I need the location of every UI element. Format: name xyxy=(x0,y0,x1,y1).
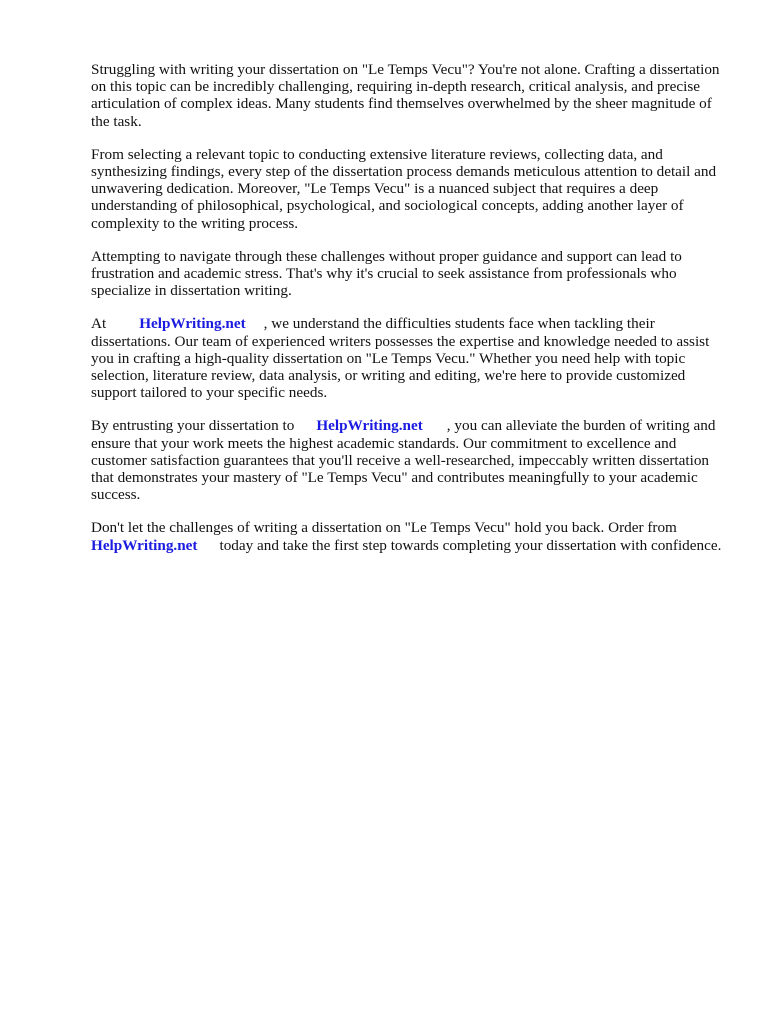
paragraph-challenges: Attempting to navigate through these challenges without proper guidance and support can lead to frustration and academic stress. That's why it's crucial to seek assistance from professionals who specialize in dissertation writing. xyxy=(91,247,682,300)
paragraph-about-prefix: At xyxy=(91,315,107,333)
document-body xyxy=(91,61,731,570)
paragraph-about xyxy=(91,315,731,401)
paragraph-entrust xyxy=(91,417,731,503)
paragraph-order xyxy=(91,519,731,553)
paragraph-entrust-suffix: , you can alleviate the burden of writing and ensure that your work meets the highest academic standards. Our commitment to excellence and customer satisfaction guarantees that you'll receive a well-researched, impeccably written dissertation that demonstrates your mastery of "Le Temps Vecu" and contributes meaningfully to your academic success. xyxy=(91,417,716,504)
helpwriting-link-about[interactable]: HelpWriting.net xyxy=(139,315,246,333)
paragraph-order-prefix: Don't let the challenges of writing a dissertation on "Le Temps Vecu" hold you back. Order from xyxy=(91,519,677,537)
paragraph-process: From selecting a relevant topic to conducting extensive literature reviews, collecting data, and synthesizing findings, every step of the dissertation process demands meticulous attention to detail and unwavering dedication. Moreover, "Le Temps Vecu" is a nuanced subject that requires a deep understanding of philosophical, psychological, and sociological concepts, adding another layer of complexity to the writing process. xyxy=(91,145,717,232)
helpwriting-link-entrust[interactable]: HelpWriting.net xyxy=(316,417,423,435)
paragraph-about-suffix: , we understand the difficulties students face when tackling their dissertations. Our team of experienced writers possesses the expertise and knowledge needed to assist you in crafting a high-quality dissertation on "Le Temps Vecu." Whether you need help with topic selection, literature review, data analysis, or writing and editing, we're here to provide customized support tailored to your specific needs. xyxy=(91,315,710,402)
helpwriting-link-order[interactable]: HelpWriting.net xyxy=(91,536,198,554)
paragraph-order-suffix: today and take the first step towards completing your dissertation with confidence. xyxy=(219,536,722,554)
paragraph-entrust-prefix: By entrusting your dissertation to xyxy=(91,417,295,435)
paragraph-intro: Struggling with writing your dissertation on "Le Temps Vecu"? You're not alone. Crafting a dissertation on this topic can be incredibly challenging, requiring in-depth research, critical analysis, and precise articulation of complex ideas. Many students find themselves overwhelmed by the sheer magnitude of the task. xyxy=(91,61,720,130)
